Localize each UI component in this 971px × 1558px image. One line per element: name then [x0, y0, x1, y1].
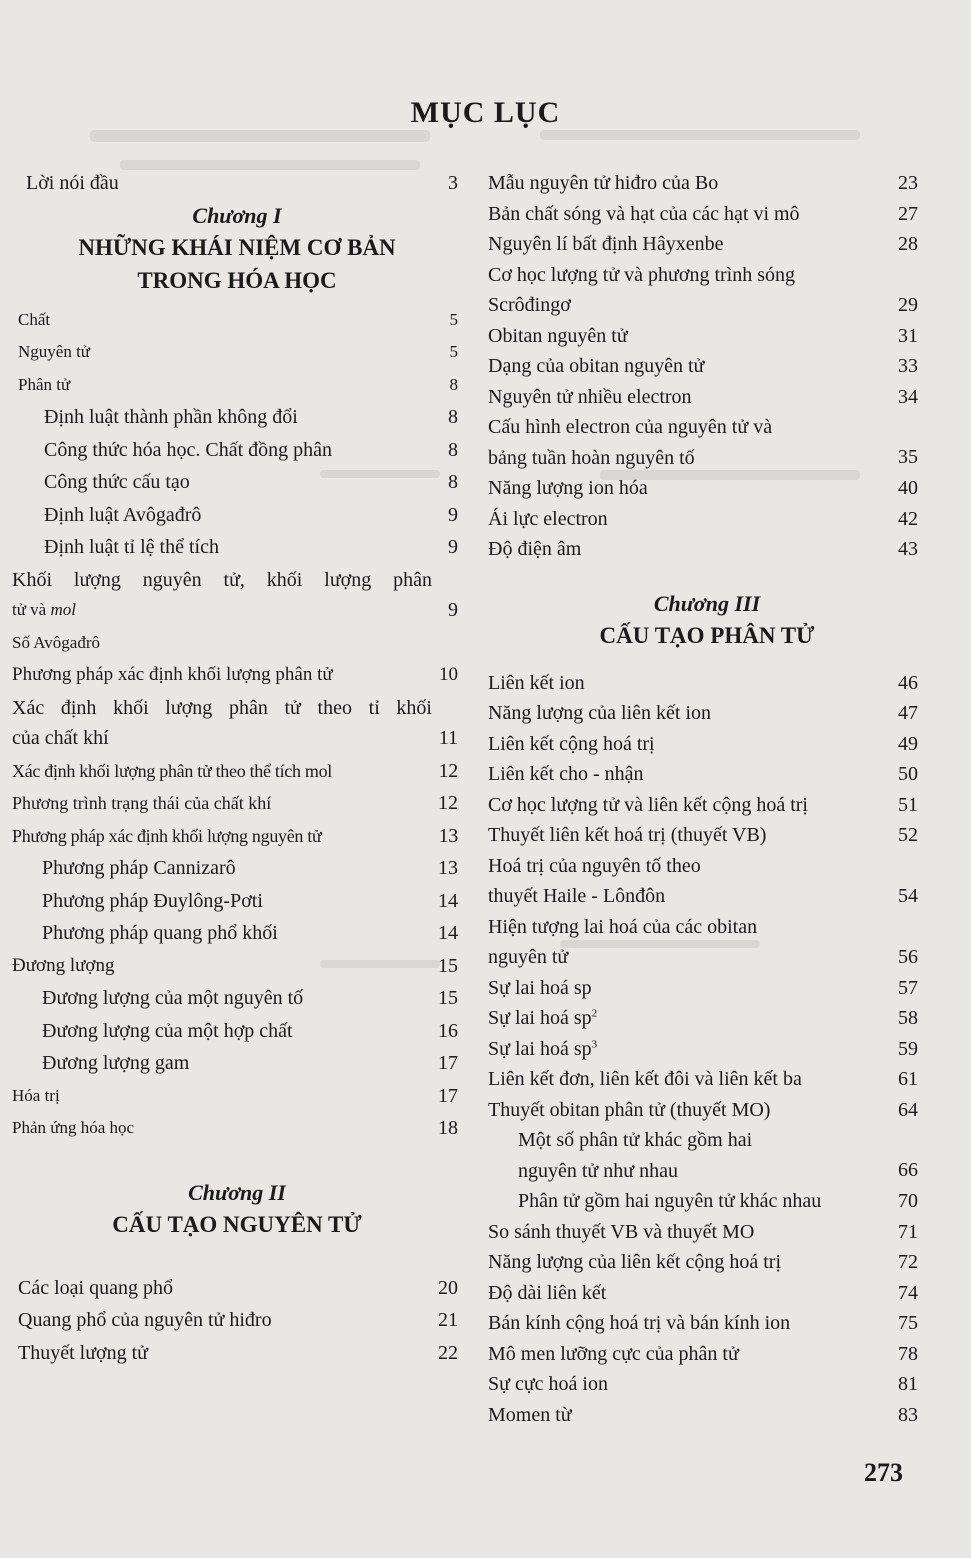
toc-entry-page: 12 — [438, 792, 458, 814]
toc-entry-label-line-2: thuyết Haile - Lônđôn — [488, 885, 666, 907]
toc-entry-page: 14 — [438, 922, 458, 944]
toc-entry-page: 71 — [898, 1220, 918, 1243]
toc-entry-page: 10 — [439, 664, 458, 685]
toc-entry-label: Công thức cấu tạo — [44, 471, 190, 493]
toc-entry-label: Phân tử gồm hai nguyên tử khác nhau — [518, 1190, 822, 1212]
toc-entry-label: Nguyên tử nhiều electron — [488, 385, 692, 408]
toc-entry-label: Khối lượng nguyên tử, khối lượng phân — [12, 568, 432, 591]
toc-entry-label-line-2: bảng tuần hoàn nguyên tố — [488, 446, 695, 469]
toc-entry-page: 8 — [448, 438, 458, 461]
toc-entry-label: Đương lượng của một nguyên tố — [42, 987, 304, 1009]
toc-entry-page: 13 — [438, 857, 458, 879]
toc-entry-label: Mẫu nguyên tử hiđro của Bo — [488, 172, 719, 194]
chapter-title-line-1: NHỮNG KHÁI NIỆM CƠ BẢN — [78, 234, 396, 260]
toc-entry-page: 66 — [898, 1159, 918, 1181]
toc-entry-page: 18 — [438, 1117, 458, 1139]
toc-entry-label: Xác định khối lượng phân tử theo thể tích mol — [12, 760, 332, 781]
toc-entry-label: Ái lực electron — [488, 507, 608, 530]
toc-entry[interactable] — [8, 532, 466, 563]
toc-entry[interactable] — [488, 973, 926, 1004]
chapter-2-heading — [8, 1178, 466, 1241]
toc-entry[interactable] — [8, 886, 466, 917]
toc-entry[interactable] — [8, 1016, 466, 1047]
toc-entry-label: Định luật tỉ lệ thể tích — [44, 536, 219, 558]
toc-entry[interactable] — [8, 918, 466, 949]
toc-entry-label: Định luật thành phần không đổi — [44, 406, 298, 428]
toc-entry-page: 58 — [898, 1007, 918, 1029]
toc-right-column — [488, 168, 926, 1430]
toc-entry-page: 14 — [438, 889, 458, 912]
toc-entry-page: 13 — [438, 824, 458, 847]
toc-entry[interactable] — [8, 1081, 466, 1112]
toc-entry-page: 72 — [898, 1251, 918, 1273]
toc-entry[interactable] — [488, 1034, 926, 1065]
toc-entry-page: 9 — [448, 536, 458, 558]
toc-entry[interactable] — [488, 1095, 926, 1126]
toc-entry[interactable] — [8, 628, 466, 659]
toc-entry-label: Xác định khối lượng phân tử theo tỉ khối — [12, 696, 432, 719]
toc-entry-preface[interactable] — [8, 168, 466, 199]
toc-entry-label: Năng lượng của liên kết cộng hoá trị — [488, 1251, 781, 1273]
toc-entry[interactable] — [488, 1064, 926, 1095]
toc-entry-page: 11 — [438, 726, 458, 749]
toc-entry-page: 40 — [898, 477, 918, 499]
toc-entry[interactable] — [488, 382, 926, 413]
chapter-1-heading — [8, 201, 466, 297]
toc-entry[interactable] — [8, 500, 466, 531]
toc-entry[interactable] — [488, 912, 926, 973]
toc-entry[interactable] — [8, 788, 466, 819]
toc-entry[interactable] — [488, 1278, 926, 1309]
toc-entry[interactable] — [488, 351, 926, 382]
toc-entry-page: 57 — [898, 976, 918, 999]
toc-entry-label: Thuyết liên kết hoá trị (thuyết VB) — [488, 824, 767, 846]
toc-entry-page: 51 — [898, 793, 918, 816]
toc-entry-page: 50 — [898, 763, 918, 785]
toc-entry-label-line-2: nguyên tử — [488, 946, 569, 968]
toc-entry-page: 15 — [438, 987, 458, 1009]
toc-entry-page: 56 — [898, 945, 918, 968]
toc-entry-page: 35 — [898, 446, 918, 468]
toc-entry-label: Cấu hình electron của nguyên tử và — [488, 416, 773, 438]
toc-entry-page: 83 — [898, 1403, 918, 1426]
toc-entry-label: Sự cực hoá ion — [488, 1373, 608, 1395]
toc-entry-label: Phương pháp xác định khối lượng phân tử — [12, 664, 333, 685]
toc-entry-label: Định luật Avôgađrô — [44, 503, 202, 526]
toc-entry[interactable] — [8, 693, 466, 754]
toc-entry-page: 8 — [448, 471, 458, 493]
toc-entry-label: Thuyết lượng tử — [18, 1341, 149, 1364]
toc-entry-label: Lời nói đầu — [26, 172, 119, 194]
toc-entry-page: 23 — [898, 172, 918, 194]
toc-entry-page: 8 — [448, 406, 458, 428]
toc-entry-page: 17 — [438, 1052, 458, 1074]
toc-entry[interactable] — [488, 412, 926, 473]
toc-entry[interactable] — [8, 660, 466, 691]
toc-entry-page: 70 — [898, 1190, 918, 1212]
toc-entry-label: Hoá trị của nguyên tố theo — [488, 854, 701, 877]
toc-entry-page: 17 — [438, 1084, 458, 1107]
toc-entry-page: 5 — [449, 309, 458, 329]
toc-entry[interactable] — [488, 321, 926, 352]
toc-entry-label: Obitan nguyên tử — [488, 324, 628, 347]
toc-entry-page: 16 — [438, 1019, 458, 1042]
toc-entry-label: Phương pháp xác định khối lượng nguyên tử — [12, 825, 322, 846]
toc-entry-label: Đương lượng gam — [42, 1052, 190, 1074]
toc-entry[interactable] — [488, 820, 926, 851]
toc-entry-label: Cơ học lượng tử và phương trình sóng — [488, 263, 796, 286]
toc-entry[interactable] — [8, 305, 466, 336]
toc-entry-page: 9 — [448, 598, 458, 621]
toc-entry-page: 33 — [898, 355, 918, 377]
toc-entry-page: 8 — [449, 374, 458, 394]
toc-entry-label: Bán kính cộng hoá trị và bán kính ion — [488, 1312, 791, 1334]
toc-entry[interactable] — [8, 435, 466, 466]
toc-entry-label: Liên kết ion — [488, 671, 585, 694]
toc-entry-page: 42 — [898, 507, 918, 530]
toc-entry-label-line-2: Scrôđingơ — [488, 294, 571, 316]
toc-entry[interactable] — [8, 1305, 466, 1336]
toc-entry-label: Phương pháp Đuylông-Pơti — [42, 889, 263, 912]
toc-entry[interactable] — [8, 370, 466, 401]
toc-entry[interactable] — [8, 1048, 466, 1079]
toc-entry-page: 46 — [898, 671, 918, 694]
toc-entry[interactable] — [8, 1338, 466, 1369]
toc-entry-label: Phương pháp Cannizarô — [42, 857, 236, 879]
toc-entry[interactable] — [8, 1113, 466, 1144]
toc-entry-label-part: tử và — [12, 600, 51, 619]
toc-entry[interactable] — [488, 851, 926, 912]
toc-entry[interactable] — [488, 759, 926, 790]
toc-entry[interactable] — [488, 1400, 926, 1431]
toc-entry-page: 78 — [898, 1342, 918, 1365]
toc-entry-page: 52 — [898, 824, 918, 846]
toc-entry-page: 74 — [898, 1281, 918, 1304]
toc-entry[interactable] — [488, 504, 926, 535]
toc-entry-label: Năng lượng của liên kết ion — [488, 702, 712, 724]
superscript: 3 — [591, 1037, 598, 1050]
toc-entry-label: Hiện tượng lai hoá của các obitan — [488, 915, 758, 938]
toc-entry[interactable] — [488, 1308, 926, 1339]
toc-entry-page: 21 — [438, 1309, 458, 1331]
toc-entry-page: 15 — [438, 954, 458, 977]
toc-entry-label: Dạng của obitan nguyên tử — [488, 355, 705, 377]
toc-entry-page: 81 — [898, 1373, 918, 1395]
toc-entry-label: Đương lượng — [12, 954, 115, 976]
toc-entry-label: Thuyết obitan phân tử (thuyết MO) — [488, 1098, 771, 1121]
toc-entry-label: Hóa trị — [12, 1085, 60, 1105]
toc-entry-page: 47 — [898, 702, 918, 724]
toc-entry-page: 61 — [898, 1068, 918, 1090]
toc-entry-label: Sự lai hoá sp — [488, 1037, 592, 1060]
toc-entry[interactable] — [8, 337, 466, 368]
toc-entry[interactable] — [488, 698, 926, 729]
toc-entry[interactable] — [488, 1186, 926, 1217]
toc-entry-page: 9 — [448, 503, 458, 526]
toc-entry[interactable] — [488, 790, 926, 821]
toc-entry-page: 12 — [438, 759, 458, 782]
toc-entry-page: 29 — [898, 293, 918, 316]
toc-entry-page: 75 — [898, 1312, 918, 1334]
toc-entry-label: Sự lai hoá sp — [488, 1007, 592, 1029]
toc-entry[interactable] — [488, 1003, 926, 1034]
toc-entry-label-line-2: nguyên tử như nhau — [518, 1159, 678, 1182]
toc-entry-label: Liên kết cho - nhận — [488, 763, 644, 785]
toc-entry-label: Đương lượng của một hợp chất — [42, 1019, 293, 1042]
toc-entry-label: Mô men lưỡng cực của phân tử — [488, 1342, 739, 1365]
toc-entry[interactable] — [488, 1125, 926, 1186]
toc-entry-page: 34 — [898, 385, 918, 408]
toc-entry-label: Nguyên tử — [18, 342, 91, 361]
toc-entry[interactable] — [8, 853, 466, 884]
toc-entry-label: Cơ học lượng tử và liên kết cộng hoá trị — [488, 793, 808, 816]
toc-entry[interactable] — [488, 199, 926, 230]
toc-left-column — [8, 168, 466, 1368]
toc-entry-label: Một số phân tử khác gồm hai — [518, 1129, 753, 1151]
toc-entry[interactable] — [488, 729, 926, 760]
superscript: 2 — [591, 1007, 598, 1020]
chapter-title-line-1: CẤU TẠO NGUYÊN TỬ — [112, 1211, 362, 1237]
chapter-number: Chương I — [192, 202, 282, 228]
toc-entry-label: So sánh thuyết VB và thuyết MO — [488, 1220, 755, 1243]
toc-entry-label: Liên kết đơn, liên kết đôi và liên kết ba — [488, 1068, 802, 1090]
toc-entry[interactable] — [8, 983, 466, 1014]
toc-entry-label: Chất — [18, 309, 51, 329]
toc-entry[interactable] — [488, 1369, 926, 1400]
toc-entry[interactable] — [8, 467, 466, 498]
toc-entry-page: 27 — [898, 202, 918, 225]
toc-entry[interactable] — [488, 1247, 926, 1278]
toc-entry-label: Độ điện âm — [488, 538, 582, 560]
toc-entry-page: 3 — [448, 172, 458, 194]
toc-entry[interactable] — [488, 168, 926, 199]
toc-entry[interactable] — [488, 229, 926, 260]
toc-entry-label: Phản ứng hóa học — [12, 1118, 135, 1137]
toc-entry[interactable] — [8, 402, 466, 433]
toc-entry-label: Quang phổ của nguyên tử hiđro — [18, 1309, 272, 1331]
toc-entry-label: Momen từ — [488, 1403, 572, 1426]
toc-entry-label: Phân tử — [18, 374, 71, 394]
toc-entry[interactable] — [8, 756, 466, 787]
toc-entry-label: Sự lai hoá sp — [488, 976, 592, 999]
toc-entry[interactable] — [488, 1339, 926, 1370]
page-number: 273 — [864, 1458, 903, 1487]
toc-entry[interactable] — [488, 260, 926, 321]
chapter-3-heading — [488, 589, 926, 652]
toc-entry-label-italic: mol — [50, 600, 76, 619]
chapter-title-line-2: TRONG HÓA HỌC — [137, 267, 337, 293]
toc-entry-label-line-2 — [12, 595, 432, 626]
toc-entry-label: Phương trình trạng thái của chất khí — [12, 793, 272, 813]
toc-entry-page: 31 — [898, 324, 918, 347]
toc-entry-label: Phương pháp quang phổ khối — [42, 922, 278, 944]
toc-entry[interactable] — [488, 1217, 926, 1248]
toc-entry-label-line-2: của chất khí — [12, 727, 109, 749]
toc-entry-label: Các loại quang phổ — [18, 1276, 173, 1299]
toc-entry-label: Số Avôgađrô — [12, 632, 100, 652]
toc-entry-label: Năng lượng ion hóa — [488, 477, 648, 499]
toc-entry-page: 64 — [898, 1098, 918, 1121]
toc-entry-page: 49 — [898, 732, 918, 755]
chapter-number: Chương III — [653, 590, 761, 616]
page-title: MỤC LỤC — [410, 96, 561, 129]
toc-entry-label: Liên kết cộng hoá trị — [488, 732, 655, 755]
chapter-title-line-1: CẤU TẠO PHÂN TỬ — [599, 622, 815, 648]
toc-entry-page: 43 — [898, 538, 918, 560]
toc-entry-page: 28 — [898, 233, 918, 255]
toc-entry-label: Nguyên lí bất định Hâyxenbe — [488, 233, 724, 255]
toc-entry[interactable] — [8, 1273, 466, 1304]
toc-entry-page: 59 — [898, 1037, 918, 1060]
toc-entry-page: 54 — [898, 884, 918, 907]
toc-entry-page: 20 — [438, 1276, 458, 1299]
toc-entry-label: Bản chất sóng và hạt của các hạt vi mô — [488, 202, 800, 225]
toc-entry[interactable] — [8, 565, 466, 626]
toc-entry[interactable] — [488, 534, 926, 565]
toc-entry[interactable] — [8, 951, 466, 982]
toc-entry[interactable] — [488, 668, 926, 699]
toc-entry-page: 22 — [438, 1341, 458, 1364]
toc-entry-label: Độ dài liên kết — [488, 1281, 607, 1304]
toc-entry[interactable] — [8, 821, 466, 852]
chapter-number: Chương II — [188, 1179, 286, 1205]
toc-entry[interactable] — [488, 473, 926, 504]
toc-entry-page: 5 — [449, 342, 458, 361]
toc-entry-label: Công thức hóa học. Chất đồng phân — [44, 438, 333, 461]
